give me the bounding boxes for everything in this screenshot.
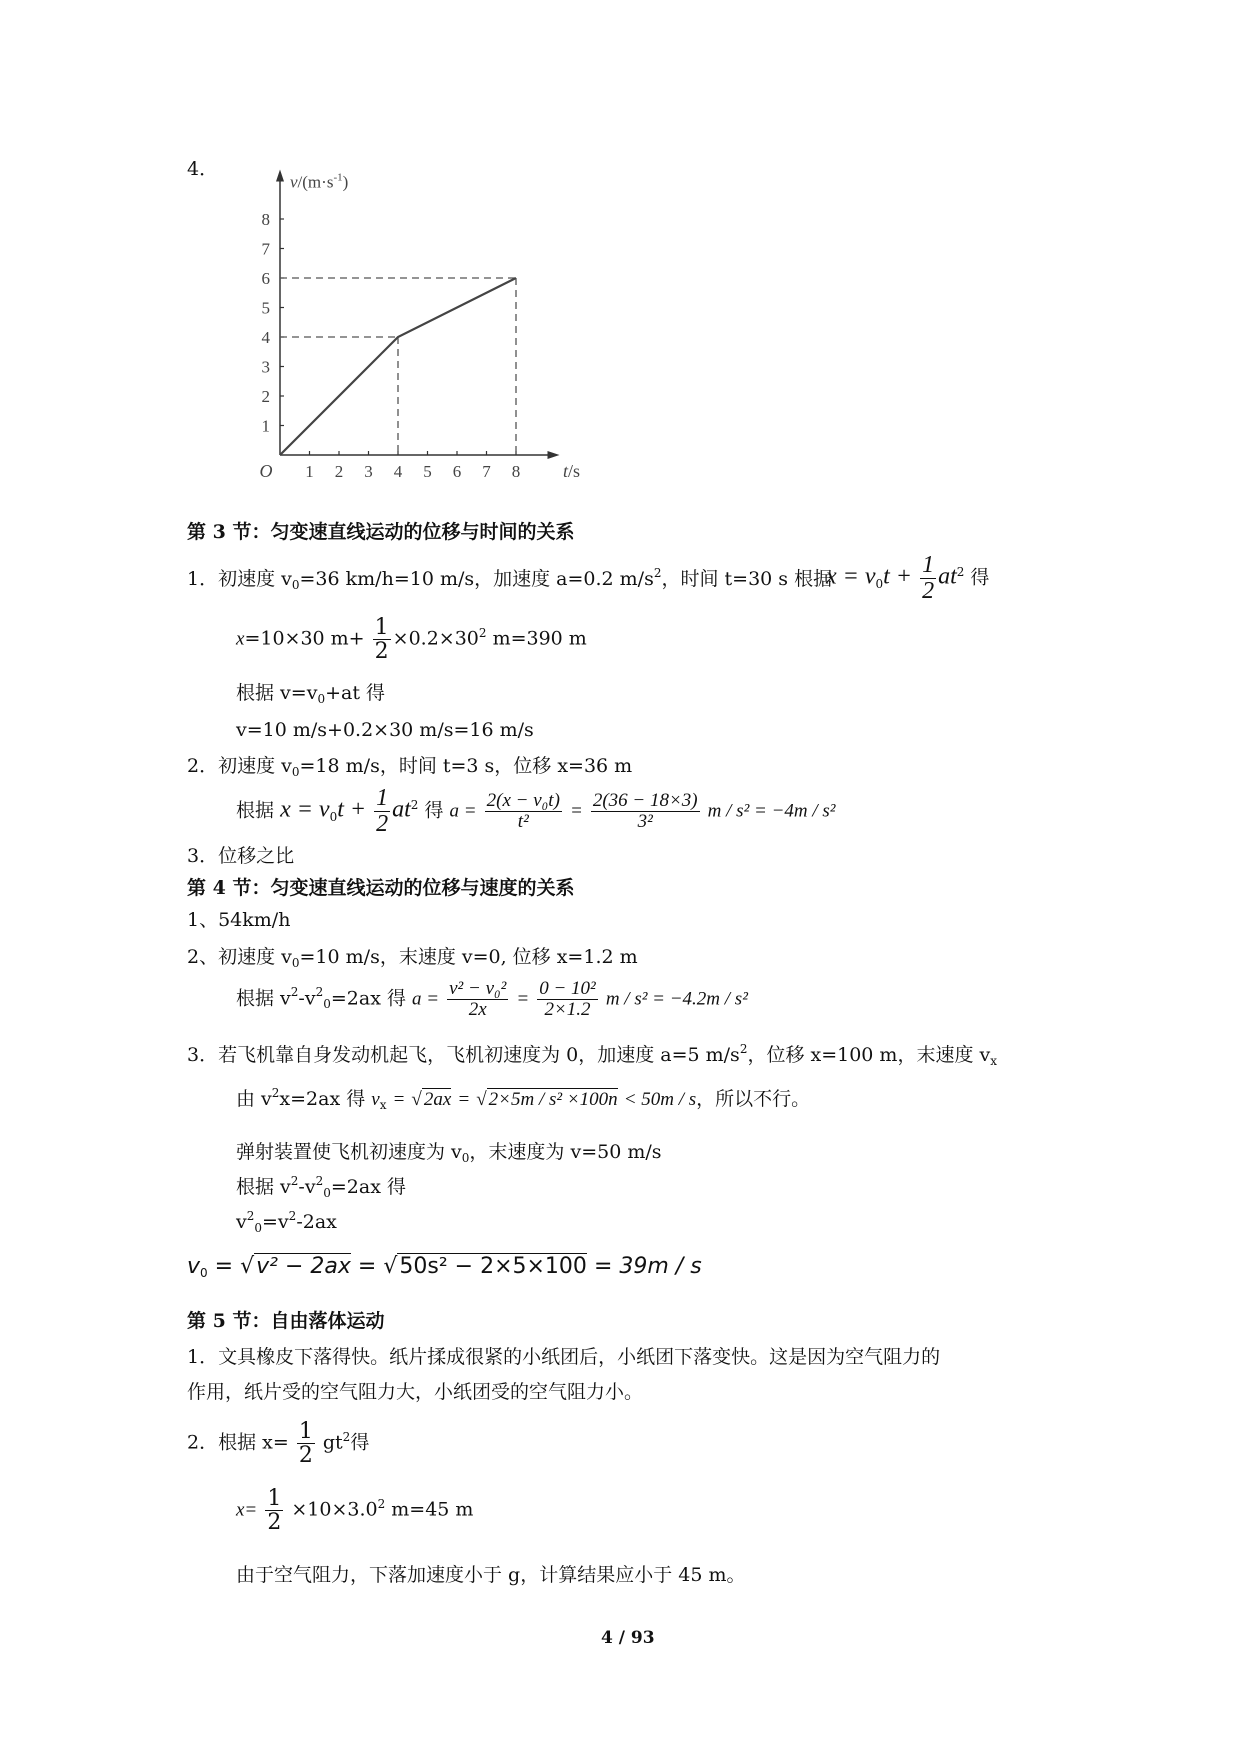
s3-q1-formula: $x = v_0t$ + $\frac{1}{2}$ $at^2$ 得	[826, 552, 990, 605]
page-number: 4 / 93	[601, 1628, 655, 1648]
s3-q1-v-calc: v=10 m/s+0.2×30 m/s=16 m/s	[236, 719, 534, 741]
s5-q1-line2: 作用，纸片受的空气阻力大，小纸团受的空气阻力小。	[187, 1381, 644, 1403]
y-tick-label: 7	[261, 239, 270, 259]
x-tick-label: 4	[393, 462, 403, 481]
y-tick-label: 1	[261, 416, 270, 436]
vt-chart	[250, 170, 581, 481]
s3-q1-v-formula: 根据 $v=v_0+at$ 得	[236, 682, 386, 706]
y-tick-label: 2	[261, 387, 270, 406]
s5-q1-line1: 1．文具橡皮下落得快。纸片揉成很紧的小纸团后，小纸团下落变快。这是因为空气阻力的	[187, 1346, 941, 1368]
x-axis-arrow	[548, 451, 560, 459]
y-axis-label: $v/(m\cdot s^{-1})$	[290, 171, 349, 192]
x-tick-label: 7	[482, 462, 491, 481]
s4-q3-formula: 由 $v^2x=2ax$ 得 $v_x$ = √ 2ax = √ 2×5m / s² ×100n < 50m / s，所以不行。	[236, 1086, 811, 1112]
s3-q2-formula: 根据 $x = v_0t$ + $\frac{1}{2}$ $at^2$ 得 a = $\frac{\text{2(x − v₀t)}}{\text{t²}}$ = $\frac{2(36 - 18\times 3)}{\text{3²}}$ m / s² = −4m / s²	[236, 785, 836, 838]
s5-q2-conclusion: 由于空气阻力，下落加速度小于 g，计算结果应小于 45 m。	[236, 1564, 746, 1586]
y-axis-arrow	[276, 170, 284, 182]
s3-q3-line: 3．位移之比	[187, 845, 295, 867]
s4-q2-formula: 根据 $v^2-v^2_0=2ax$ 得 a = $\frac{\text{v² − v₀²}}{2x}$ = $\frac{\text{0 − 10²}}{2\times 1.2}$ m / s² = −4.2m / s²	[236, 978, 748, 1020]
x-tick-label: 8	[511, 462, 521, 481]
y-tick-label: 5	[261, 298, 270, 318]
s4-formula-line: 根据 $v^2-v^2_0=2ax$ 得	[236, 1174, 406, 1200]
s4-q3-line: 3．若飞机靠自身发动机起飞，飞机初速度为 0，加速度 a=5 $m/s^2$，位移 x=100 m，末速度 $v_x$	[187, 1042, 998, 1068]
s3-q1-line: 1．初速度 $v_0=36$ km/h=10 m/s，加速度 a=0.2 $m/s^2$，时间 t=30 s 根据	[187, 566, 833, 592]
y-tick-label: 8	[261, 210, 270, 229]
section-5-heading: 第 5 节：自由落体运动	[187, 1310, 385, 1332]
s3-q2-line: 2．初速度 $v_0=18$ m/s，时间 t=3 s，位移 x=36 m	[187, 755, 633, 779]
section-3-heading: 第 3 节：匀变速直线运动的位移与时间的关系	[187, 521, 575, 543]
origin-label: O	[259, 461, 273, 481]
s5-q2-calc: x= $\frac{1}{2}$ $\times 10\times 3.0^2$ m=45 m	[236, 1486, 474, 1536]
s4-v0-square-line: $v^2_0=v^2-2ax$	[236, 1209, 337, 1235]
s4-q2-line: 2、初速度 $v_0=10$ m/s，末速度 v=0, 位移 x=1.2 m	[187, 946, 638, 970]
x-tick-label: 2	[334, 462, 344, 481]
x-tick-label: 5	[423, 462, 432, 481]
x-axis-label: t/s	[562, 461, 581, 481]
s4-v0-result: v0 = √v² − 2ax = √50s² − 2×5×100 = 39m / s	[187, 1254, 702, 1280]
s4-catapult-line: 弹射装置使飞机初速度为 $v_0$，末速度为 v=50 m/s	[236, 1141, 662, 1165]
y-tick-label: 6	[261, 269, 270, 288]
y-tick-label: 4	[261, 328, 270, 347]
x-tick-label: 6	[452, 462, 462, 481]
q4-label: 4．	[187, 158, 219, 180]
x-tick-label: 1	[305, 462, 314, 481]
s5-q2-line: 2．根据 x= $\frac{1}{2}$ $gt^2$得	[187, 1419, 370, 1469]
y-tick-label: 3	[261, 357, 270, 377]
x-tick-label: 3	[364, 462, 373, 481]
section-4-heading: 第 4 节：匀变速直线运动的位移与速度的关系	[187, 877, 575, 899]
s3-q1-calc: x=10×30 m+ $\frac{1}{2}$ $\times 0.2\times 30^2$ m=390 m	[236, 615, 587, 665]
s4-q1-line: 1、54km/h	[187, 909, 291, 931]
